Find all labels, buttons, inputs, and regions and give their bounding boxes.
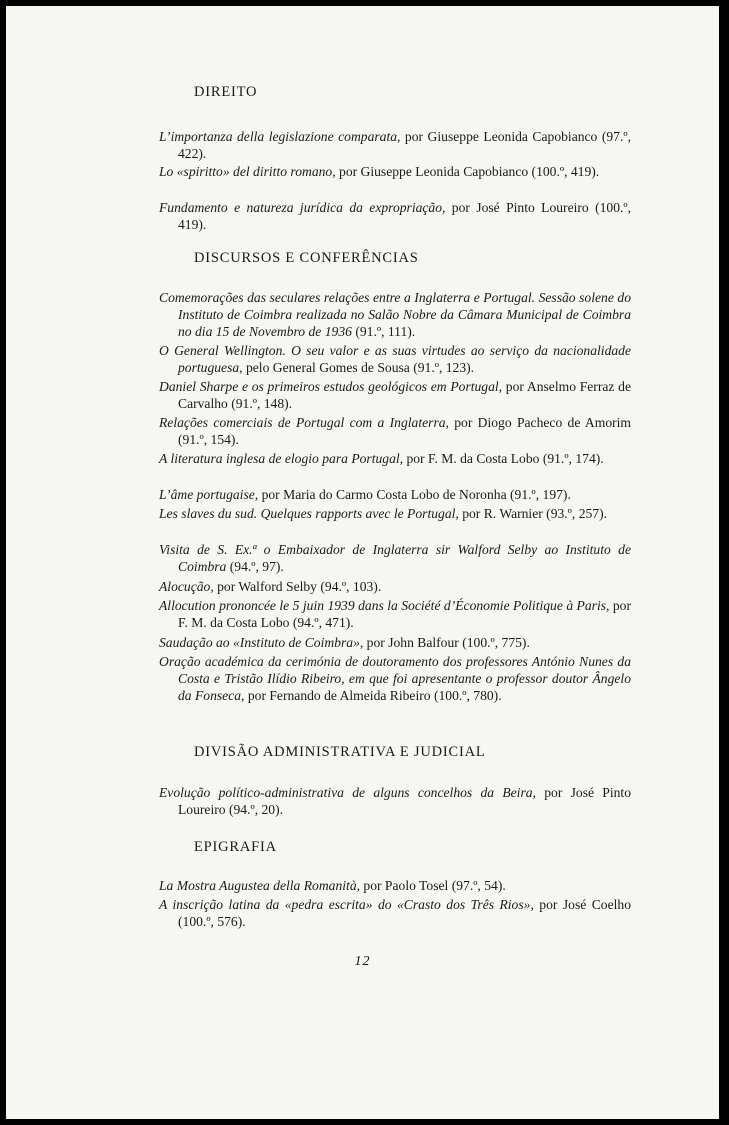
list-item: Evolução político-administrativa de alguns concelhos da Beira, por José Pinto Loureiro (94.º, 20). (159, 785, 632, 817)
list-item: O General Wellington. O seu valor e as suas virtudes ao serviço da nacionalidade portuguesa, pelo General Gomes de Sousa (91.º, 123). (159, 343, 631, 375)
list-item: Relações comerciais de Portugal com a Inglaterra, por Diogo Pacheco de Amorim (91.º, 154). (159, 415, 631, 447)
list-item: L’importanza della legislazione comparata, por Giuseppe Leonida Capobianco (97.º, 422). (159, 129, 631, 161)
list-item: A inscrição latina da «pedra escrita» do «Crasto dos Três Rios», por José Coelho (100.º, 576). (159, 897, 631, 929)
list-item: Alocução, por Walford Selby (94.º, 103). (159, 579, 382, 594)
document-page (6, 6, 719, 1119)
list-item: Saudação ao «Instituto de Coimbra», por John Balfour (100.º, 775). (159, 635, 530, 650)
section-heading-direito: DIREITO (194, 84, 258, 100)
list-item: Visita de S. Ex.ª o Embaixador de Inglaterra sir Walford Selby ao Instituto de Coimbra (94.º, 97). (159, 542, 631, 574)
list-item: Fundamento e natureza jurídica da expropriação, por José Pinto Loureiro (100.º, 419). (159, 200, 631, 232)
section-heading-epigrafia: EPIGRAFIA (194, 839, 277, 855)
list-item: Lo «spiritto» del diritto romano, por Giuseppe Leonida Capobianco (100.º, 419). (159, 164, 600, 179)
page-number: 12 (354, 954, 371, 969)
list-item: A literatura inglesa de elogio para Portugal, por F. M. da Costa Lobo (91.º, 174). (159, 451, 604, 466)
list-item: Les slaves du sud. Quelques rapports avec le Portugal, por R. Warnier (93.º, 257). (159, 506, 608, 521)
list-item: Oração académica da cerimónia de doutoramento dos professores António Nunes da Costa e Tristão Ilídio Ribeiro, em que foi apresentante o professor doutor Ângelo da Fonseca, por Fernando de Almeida Ribeiro (100.º, 780). (159, 654, 631, 703)
list-item: Allocution prononcée le 5 juin 1939 dans la Société d’Économie Politique à Paris, por F. M. da Costa Lobo (94.º, 471). (159, 598, 631, 630)
list-item: La Mostra Augustea della Romanità, por Paolo Tosel (97.º, 54). (159, 878, 506, 893)
list-item: L’âme portugaise, por Maria do Carmo Costa Lobo de Noronha (91.º, 197). (159, 487, 571, 502)
list-item: Comemorações das seculares relações entre a Inglaterra e Portugal. Sessão solene do Instituto de Coimbra realizada no Salão Nobre da Câmara Municipal de Coimbra no dia 15 de Novembro de 1936 (91.º, 111). (159, 290, 631, 339)
list-item: Daniel Sharpe e os primeiros estudos geológicos em Portugal, por Anselmo Ferraz de Carvalho (91.º, 148). (159, 379, 631, 411)
section-heading-discursos: DISCURSOS E CONFERÊNCIAS (194, 250, 419, 266)
section-heading-divisao: DIVISÃO ADMINISTRATIVA E JUDICIAL (194, 744, 486, 760)
